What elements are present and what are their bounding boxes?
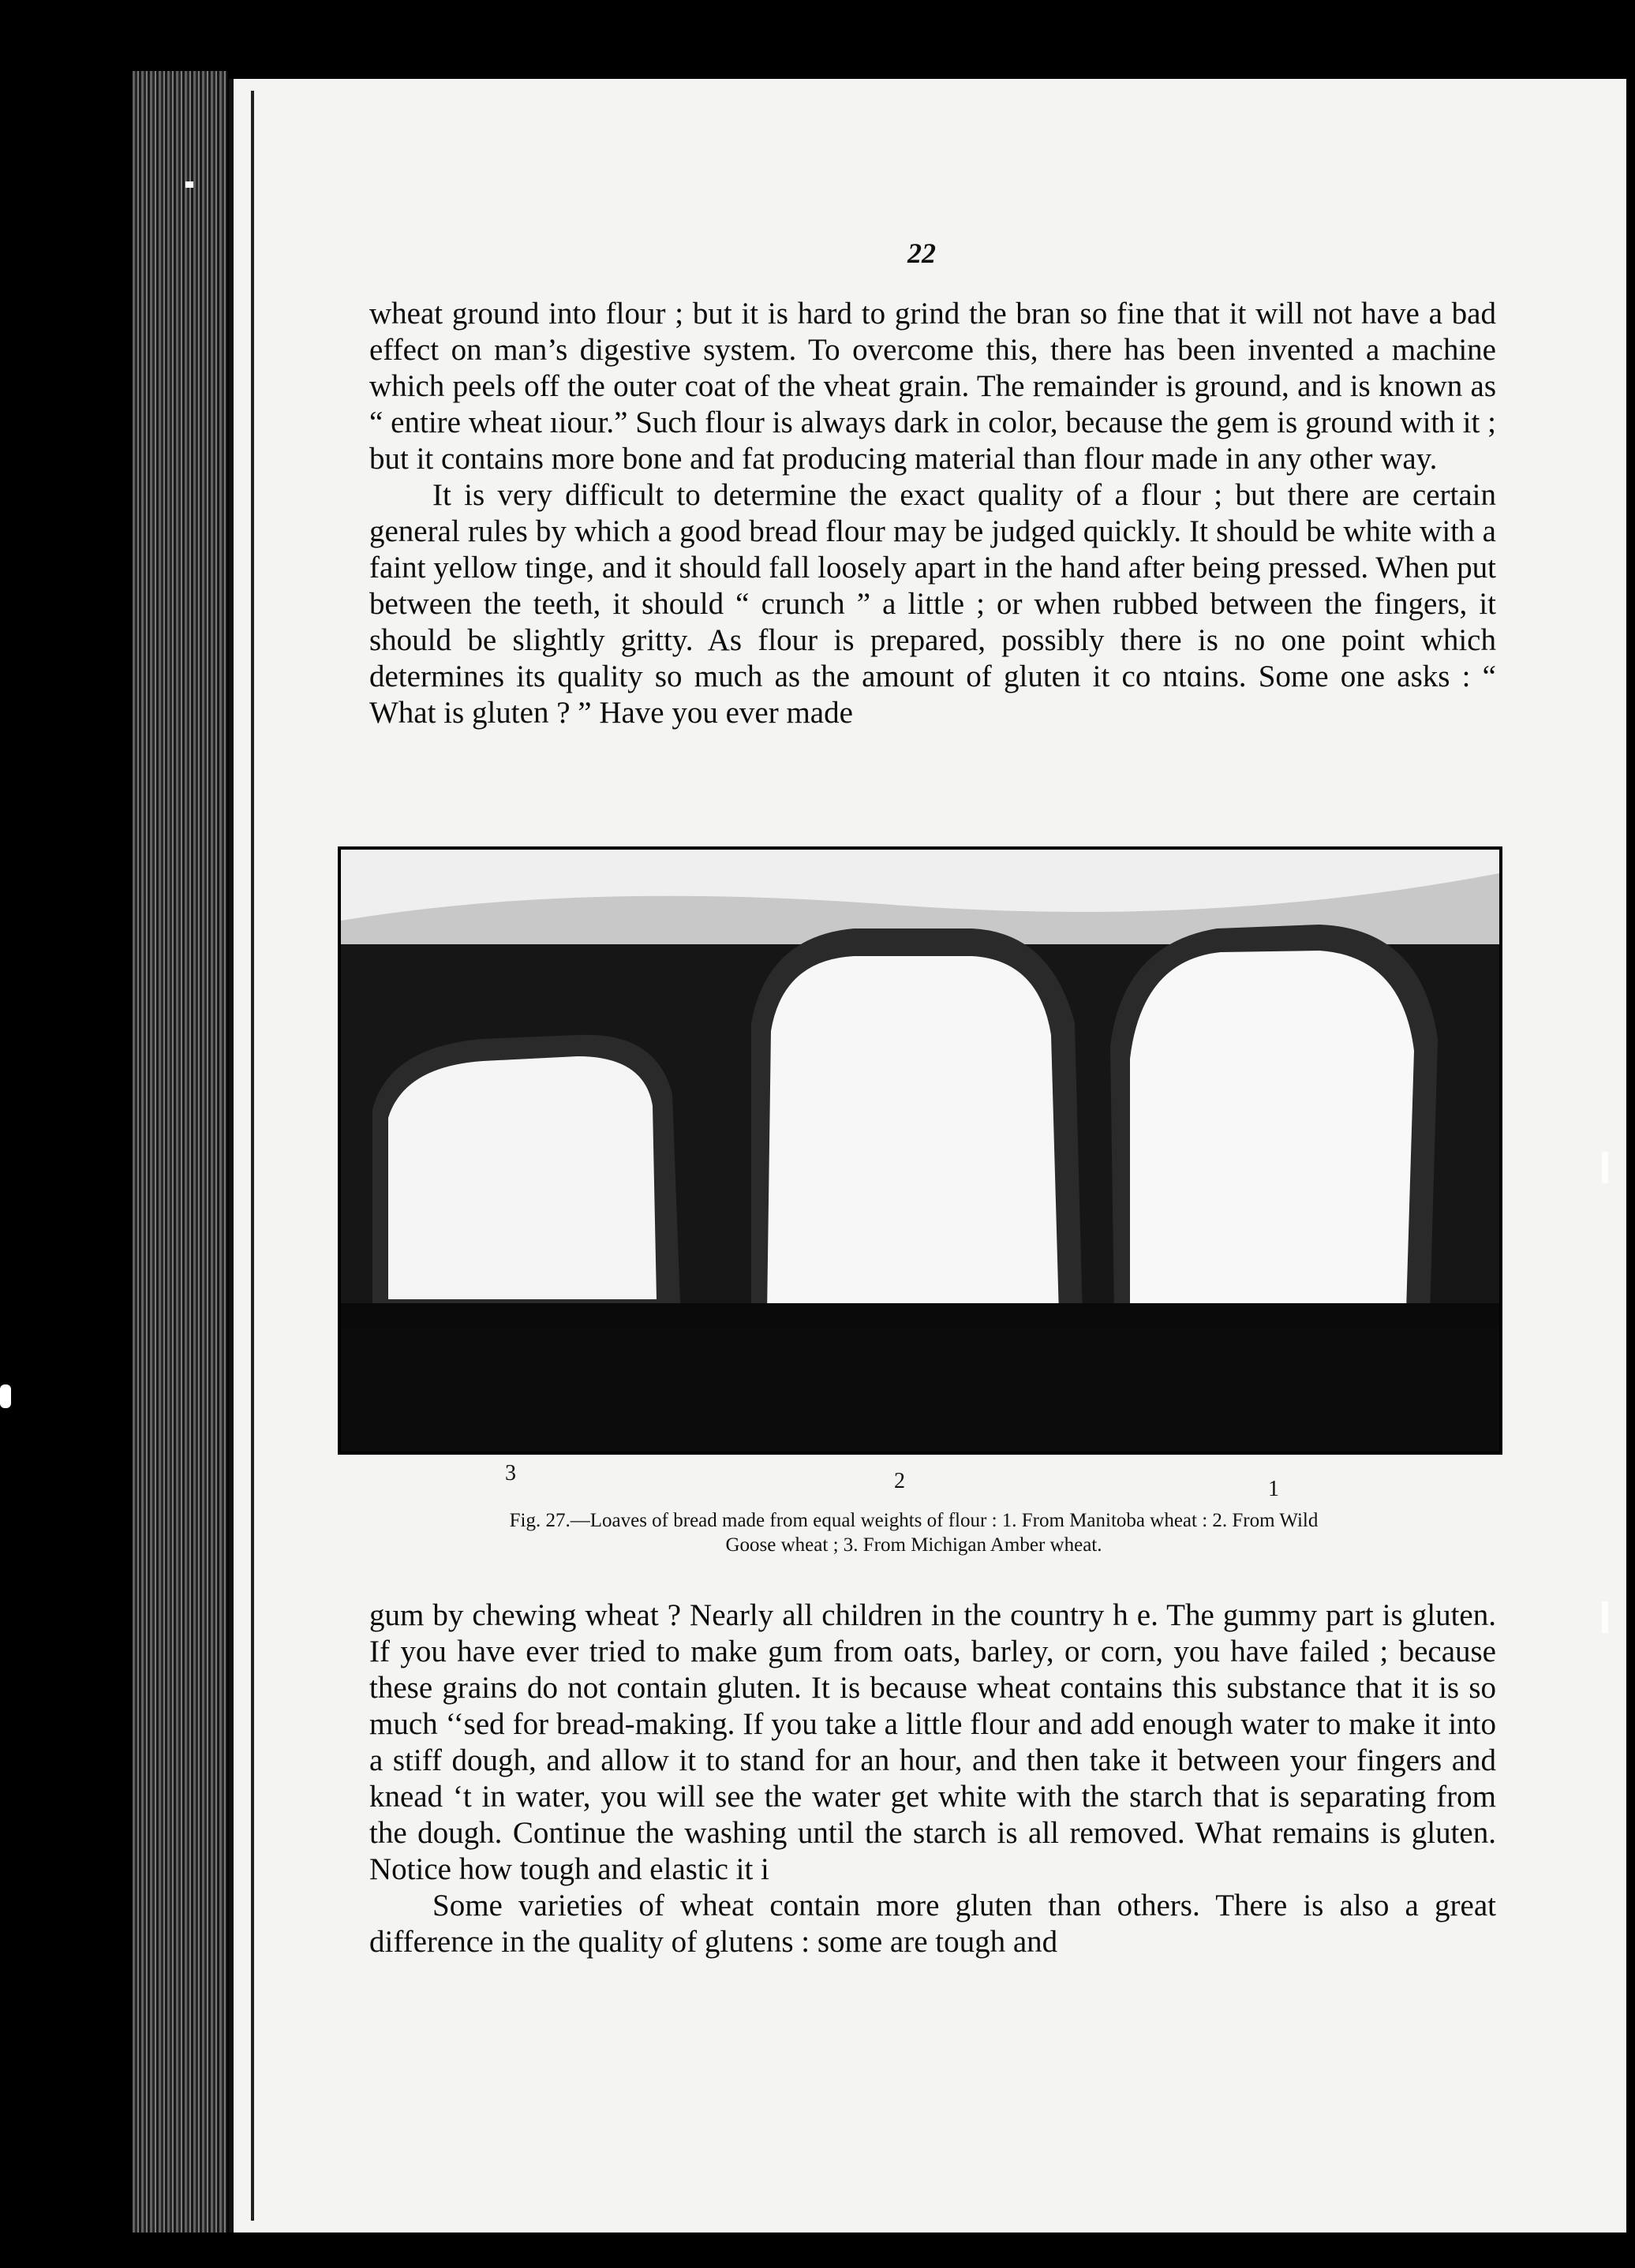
paragraph: gum by chewing wheat ? Nearly all children in the country h e. The gummy part is gluten. If you have ever tried to make gum from oats, barley, or corn, you have failed ; because these grains do not contain gluten. It is because wheat contains this substance that it is so much ‘‘sed for bread-making. If you take a little flour and add enough water to make it into a stiff dough, and allow it to stand for an hour, and then take it between your fingers and knead ‘t in water, you will see the water get white with the starch that is separating from the dough. Continue the washing until the starch is all removed. What remains is gluten. Notice how tough and elastic it i: [369, 1598, 1496, 1886]
page-number: 22: [907, 237, 936, 269]
loaf-number-3: 3: [505, 1461, 516, 1485]
paragraph: It is very difficult to determine the exact quality of a flour ; but there are certain general rules by which a good bread flour may be judged quickly. It should be white with a faint yellow tinge, and it should fall loosely apart in the hand after being pressed. When put between the teeth, it should “ crunch ” a little ; or when rubbed between the fingers, it should be slightly gritty. As flour is prepared, possibly there is no one point which determines its quality so much as the amount of gluten it co ntɑins. Some one asks : “ What is gluten ? ” Have you ever made: [369, 478, 1496, 730]
text-block-top: [369, 296, 1496, 731]
scan-edge-mark: [0, 1384, 11, 1408]
text-block-bottom: [369, 1597, 1496, 1960]
paragraph: Some varieties of wheat contain more gluten than others. There is also a great difference in the quality of glutens : some are tough and: [369, 1889, 1496, 1959]
loaf-number-1: 1: [1268, 1477, 1279, 1501]
scan-edge-mark: [185, 181, 193, 188]
loaf-3: [372, 1035, 680, 1303]
book-spine-edge: [133, 71, 227, 2233]
loaf-1: [1110, 925, 1438, 1315]
bread-loaves-photo: [338, 846, 1502, 1455]
page-margin-rule: [251, 91, 254, 2221]
scan-edge-mark: [1602, 1152, 1608, 1183]
loaf-2: [751, 928, 1083, 1319]
loaf-number-2: 2: [894, 1469, 905, 1493]
caption-line-1: Fig. 27.—Loaves of bread made from equal weights of flour : 1. From Manitoba wheat : 2. From Wild: [509, 1510, 1319, 1531]
scan-edge-mark: [1602, 1601, 1608, 1633]
bread-loaves-illustration: [341, 850, 1499, 1452]
paragraph: wheat ground into flour ; but it is hard to grind the bran so fine that it will not have a bad effect on man’s digestive system. To overcome this, there has been invented a machine which peels off the outer coat of the vheat grain. The remainder is ground, and is known as “ entire wheat ıiour.” Such flour is always dark in color, because the gem is ground with it ; but it contains more bone and fat producing material than flour made in any other way.: [369, 297, 1496, 476]
figure-caption: [371, 1508, 1457, 1557]
caption-line-2: Goose wheat ; 3. From Michigan Amber wheat.: [725, 1534, 1102, 1556]
